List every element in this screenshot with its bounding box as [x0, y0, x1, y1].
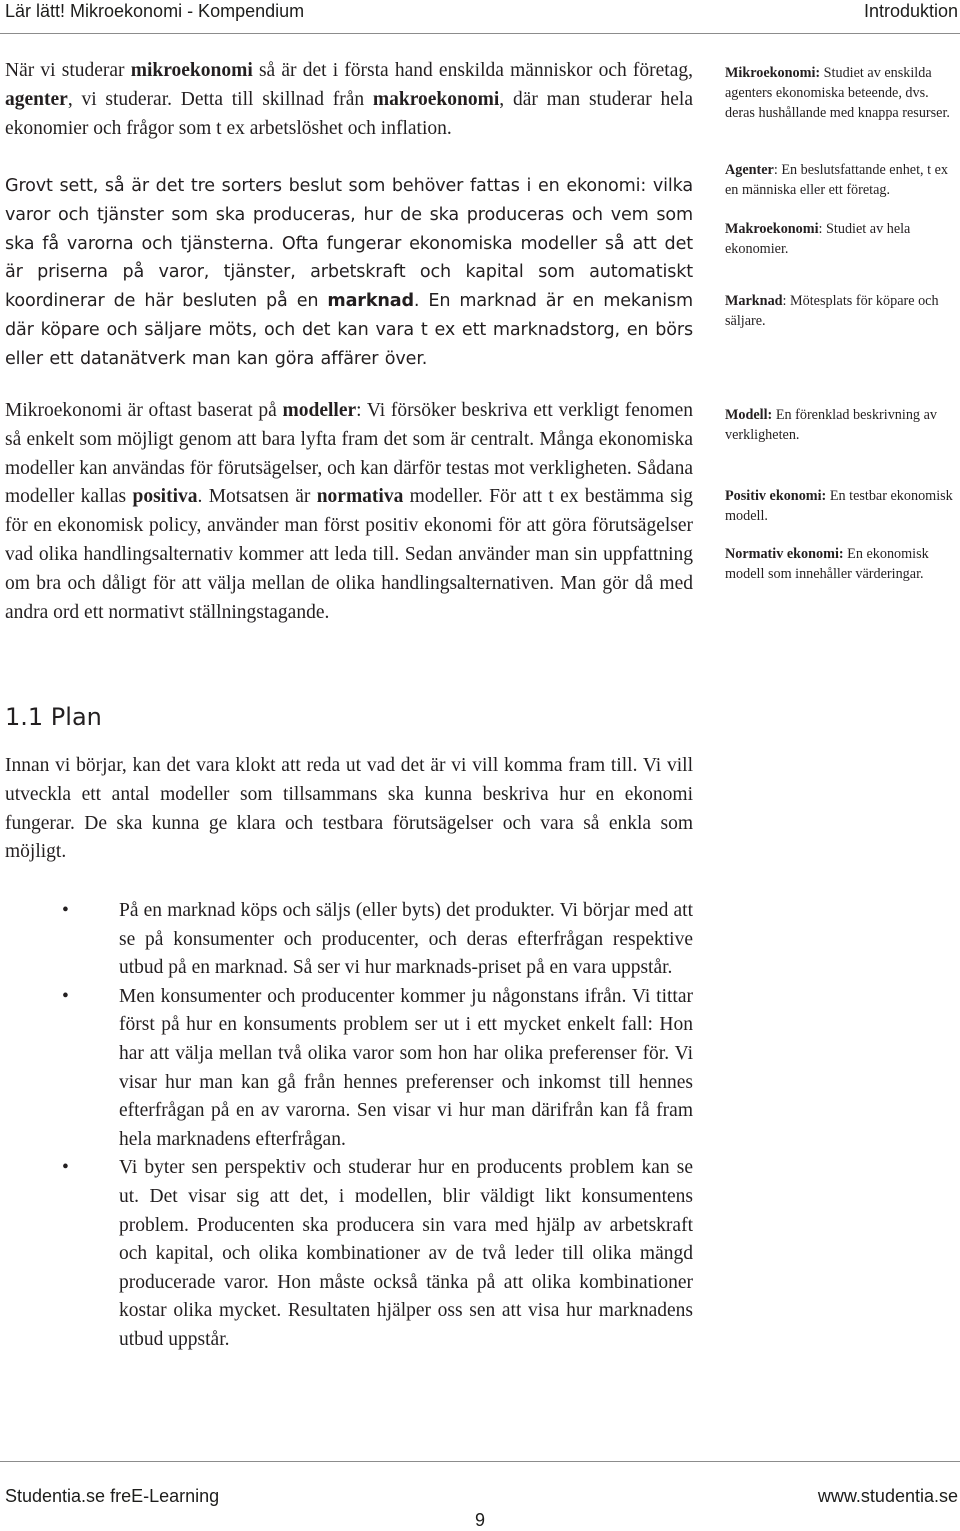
- sidenote-positiv-ekonomi: [725, 486, 957, 526]
- sidenote-text: Positiv ekonomi: En testbar ekonomisk modell.: [725, 488, 953, 524]
- bold-term: agenter: [5, 88, 68, 110]
- sidenote-text: Agenter: En beslutsfattande enhet, t ex en människa eller ett företag.: [725, 162, 948, 198]
- bold-term: makroekonomi: [372, 88, 500, 110]
- paragraph-plan-intro: Innan vi börjar, kan det vara klokt att reda ut vad det är vi vill komma fram till. Vi vill utveckla ett antal modeller som tillsammans ska kunna beskriva hur en ekonomi fungerar. De ska kunna ge klara och testbara förutsägelser och vara så enkla som möjligt.: [5, 755, 693, 863]
- book-title: Lär lätt! Mikroekonomi - Kompendium: [5, 1, 305, 21]
- bold-term: mikroekonomi: [130, 60, 253, 81]
- bullet-icon: •: [62, 1157, 69, 1179]
- sidenote-text: Mikroekonomi: Studiet av enskilda agenters ekonomiska beteende, dvs. deras hushållande med knappa resurser.: [725, 65, 950, 121]
- main-column-block-3: [5, 397, 693, 627]
- header-divider: [0, 33, 960, 34]
- sidenote-text: Modell: En förenklad beskrivning av verkligheten.: [725, 407, 937, 443]
- sidenote-makroekonomi: [725, 219, 957, 259]
- page-header: [0, 0, 960, 33]
- list-item-text: På en marknad köps och säljs (eller byts) det produkter. Vi börjar med att se på konsumenter och producenter, och deras efterfrågan respektive utbud på en marknad. Så ser vi hur marknads-priset på en vara uppstår.: [119, 900, 693, 979]
- sidenote-agenter: [725, 160, 957, 200]
- bold-term: Normativ ekonomi:: [725, 546, 844, 562]
- bold-term: Positiv ekonomi:: [725, 488, 827, 504]
- sidenote-normativ-ekonomi: [725, 544, 957, 584]
- bold-term: Makroekonomi: [725, 221, 819, 237]
- bullet-icon: •: [62, 985, 69, 1007]
- main-column-block-4: [5, 752, 693, 867]
- bold-term: modeller: [282, 400, 357, 421]
- bold-term: Mikroekonomi:: [725, 65, 821, 81]
- bold-term: Marknad: [725, 293, 783, 309]
- sidenote-text: Makroekonomi: Studiet av hela ekonomier.: [725, 221, 911, 257]
- bold-term: normativa: [316, 486, 404, 508]
- sidenote-text: Normativ ekonomi: En ekonomisk modell som innehåller värderingar.: [725, 546, 929, 582]
- list-item: [5, 1154, 693, 1354]
- bold-term: marknad: [327, 291, 414, 312]
- paragraph-decisions: Grovt sett, så är det tre sorters beslut som behöver fattas i en ekonomi: vilka varor och tjänster som ska produceras, hur de ska produceras och vem som ska få varorna och tjänsterna. Ofta fungerar ekonomiska modeller så att det är priserna på varor, tjänster, arbetskraft och kapital som automatiskt koordinerar de här besluten på en marknad. En marknad är en mekanism där köpare och säljare möts, och det kan vara t ex ett marknadstorg, en börs eller ett datanätverk man kan göra affärer över.: [5, 176, 693, 369]
- bold-term: positiva: [132, 486, 198, 508]
- page-number: 9: [474, 1510, 485, 1530]
- sidenote-marknad: [725, 291, 957, 331]
- chapter-title: Introduktion: [863, 1, 958, 21]
- footer-website: www.studentia.se: [817, 1486, 958, 1506]
- section-heading: 1.1 Plan: [5, 703, 102, 731]
- list-item-text: Men konsumenter och producenter kommer ju någonstans ifrån. Vi tittar först på hur en konsuments problem ser ut i ett mycket enkelt fall: Hon har att välja mellan två olika varor som hon har olika preferenser för. Vi visar hur man kan gå från hennes preferenser och inkomst till hennes efterfrågan på en av varorna. Sen visar vi hur man därifrån kan få fram hela marknadens efterfrågan.: [119, 985, 693, 1150]
- footer-publisher: Studentia.se freE-Learning: [5, 1486, 220, 1506]
- paragraph-intro: När vi studerar mikroekonomi så är det i första hand enskilda människor och företag, agenter, vi studerar. Detta till skillnad från makroekonomi, där man studerar hela ekonomier och frågor som t ex arbetslöshet och inflation.: [5, 60, 693, 139]
- footer-divider: [0, 1461, 960, 1462]
- bold-term: Modell:: [725, 407, 773, 423]
- main-column-block-2: [5, 172, 693, 374]
- main-column-block-1: [5, 57, 693, 143]
- paragraph-models: Mikroekonomi är oftast baserat på modeller: Vi försöker beskriva ett verkligt fenomen så enkelt som möjligt genom att bara lyfta fram det som är centralt. Många ekonomiska modeller kan användas för förutsägelser, och kan därför testas mot verkligheten. Sådana modeller kallas positiva. Motsatsen är normativa modeller. För att t ex bestämma sig för en ekonomisk policy, använder man först positiv ekonomi för att göra förutsägelser vad olika handlingsalternativ kommer att leda till. Sedan använder man sin uppfattning om bra och dåligt för att välja mellan de olika handlingsalternativen. Man gör då med andra ord ett normativt ställningstagande.: [5, 400, 694, 623]
- sidenote-text: Marknad: Mötesplats för köpare och säljare.: [725, 293, 939, 329]
- sidenote-mikroekonomi: [725, 63, 957, 123]
- list-item: [5, 983, 693, 1155]
- list-item-text: Vi byter sen perspektiv och studerar hur en producents problem kan se ut. Det visar sig att det, i modellen, blir väldigt likt konsumentens problem. Producenten ska producera sin vara med hjälp av arbetskraft och kapital, och olika kombinationer av de två leder till olika mängd producerade varor. Hon måste också tänka på att olika kombinationer kostar olika mycket. Resultaten hjälper oss sen att visa hur marknadens utbud uppstår.: [119, 1157, 693, 1350]
- list-item: [5, 897, 693, 983]
- sidenote-modell: [725, 405, 957, 445]
- plan-bullet-list: [5, 897, 693, 1355]
- bullet-icon: •: [62, 900, 69, 921]
- bold-term: Agenter: [725, 162, 774, 178]
